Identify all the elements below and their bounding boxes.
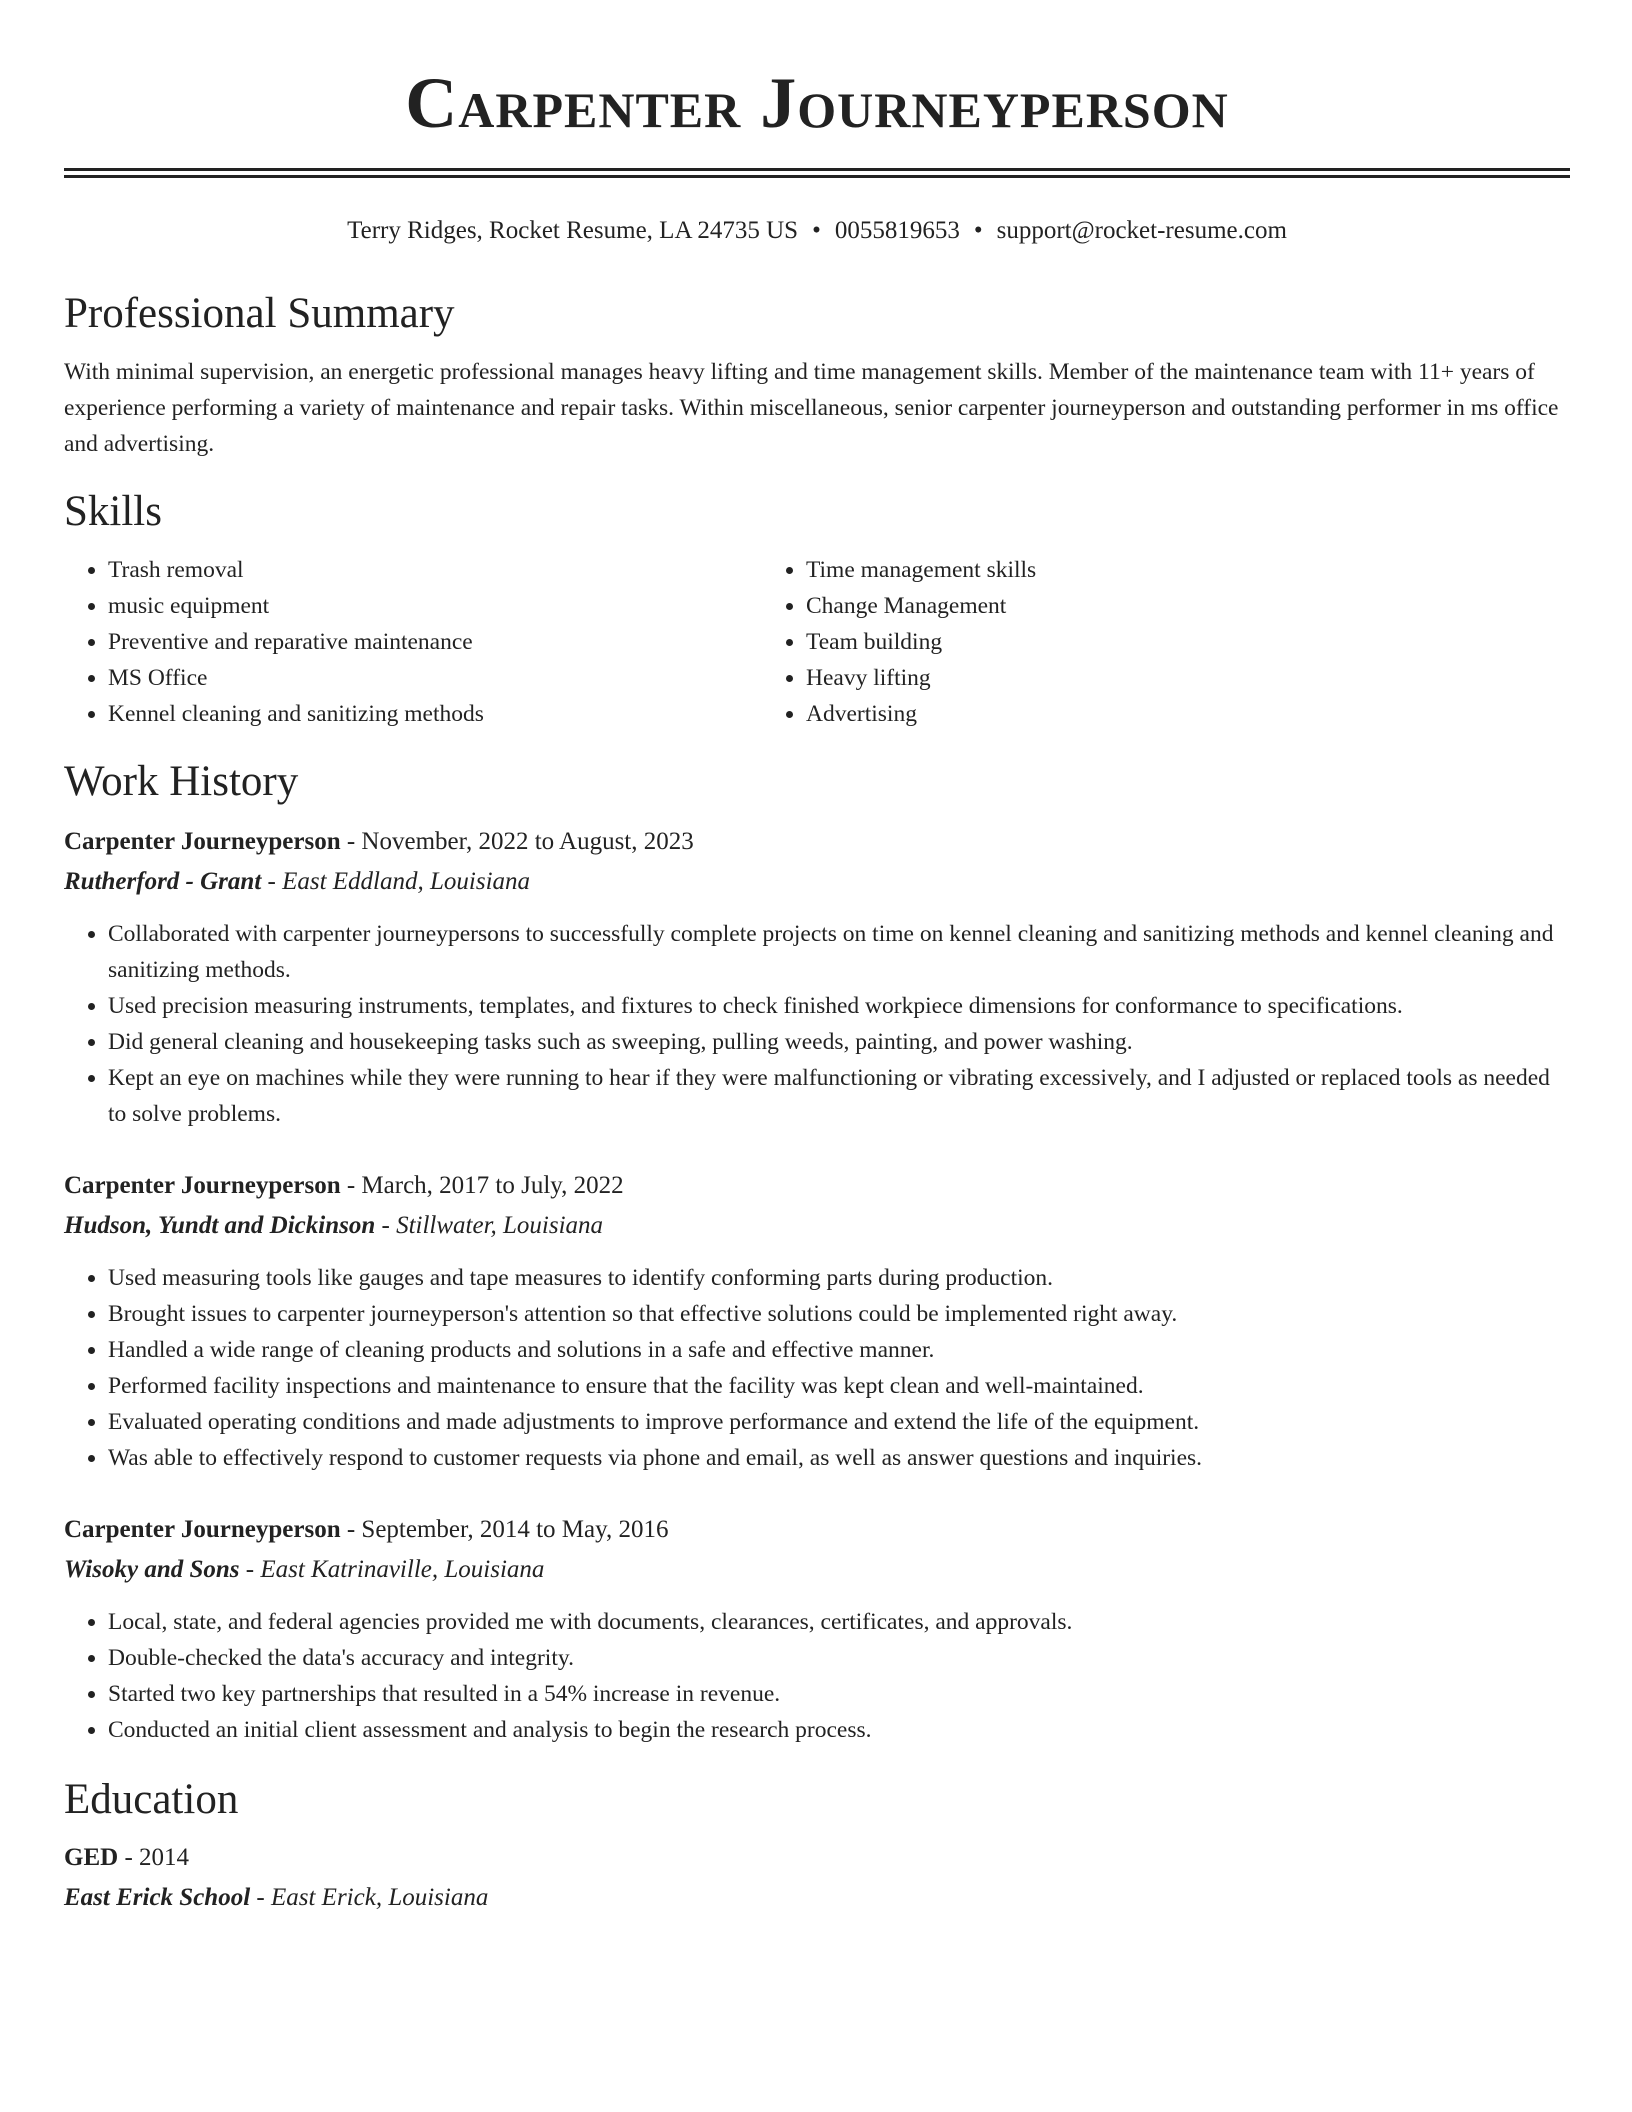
education-location: - East Erick, Louisiana bbox=[250, 1884, 489, 1911]
skills-right-column bbox=[762, 552, 1460, 732]
job-bullet: • Was able to effectively respond to customer requests via phone and email, as well as answer questions and inquiries. bbox=[108, 1440, 1570, 1476]
skill-item: • Change Management bbox=[806, 588, 1460, 624]
skill-item: • Time management skills bbox=[806, 552, 1460, 588]
job-company-line bbox=[64, 1208, 1570, 1244]
skill-item: • music equipment bbox=[108, 588, 762, 624]
skills-left-column bbox=[64, 552, 762, 732]
contact-email: support@rocket-resume.com bbox=[996, 217, 1287, 244]
skill-item: • Kennel cleaning and sanitizing methods bbox=[108, 696, 762, 732]
job-company: Wisoky and Sons bbox=[64, 1556, 240, 1583]
skill-item: • MS Office bbox=[108, 660, 762, 696]
skill-item: • Team building bbox=[806, 624, 1460, 660]
job-location: - Stillwater, Louisiana bbox=[375, 1212, 604, 1239]
education-degree: GED bbox=[64, 1844, 119, 1871]
job-role: Carpenter Journeyperson bbox=[64, 828, 341, 855]
skills-grid bbox=[64, 552, 1570, 732]
job-bullets bbox=[64, 1604, 1570, 1748]
work-history-heading: Work History bbox=[64, 758, 299, 805]
education-degree-line bbox=[64, 1840, 1570, 1876]
job-title-line bbox=[64, 1512, 1570, 1548]
education-heading: Education bbox=[64, 1776, 239, 1823]
job-bullet: • Conducted an initial client assessment and analysis to begin the research process. bbox=[108, 1712, 1570, 1748]
job-company-line bbox=[64, 1552, 1570, 1588]
summary-text: With minimal supervision, an energetic professional manages heavy lifting and time management skills. Member of the maintenance team with 11+ years of experience performing a variety of maintenance and repair tasks. Within miscellaneous, senior carpenter journeyperson and outstanding performer in ms office and advertising. bbox=[64, 359, 1559, 457]
skill-item: • Advertising bbox=[806, 696, 1460, 732]
skills-heading: Skills bbox=[64, 488, 162, 535]
job-entry bbox=[64, 1168, 1570, 1476]
job-dates: - November, 2022 to August, 2023 bbox=[340, 828, 694, 855]
contact-address: Terry Ridges, Rocket Resume, LA 24735 US bbox=[347, 217, 799, 244]
job-bullet: • Collaborated with carpenter journeypersons to successfully complete projects on time on kennel cleaning and sanitizing methods and kennel cleaning and sanitizing methods. bbox=[108, 916, 1570, 988]
job-bullet: • Local, state, and federal agencies provided me with documents, clearances, certificates, and approvals. bbox=[108, 1604, 1570, 1640]
job-company: Hudson, Yundt and Dickinson bbox=[64, 1212, 376, 1239]
job-location: - East Eddland, Louisiana bbox=[261, 868, 531, 895]
contact-separator: • bbox=[812, 217, 821, 244]
job-role: Carpenter Journeyperson bbox=[64, 1172, 341, 1199]
job-bullet: • Used measuring tools like gauges and tape measures to identify conforming parts during production. bbox=[108, 1260, 1570, 1296]
education-school-line bbox=[64, 1880, 1570, 1916]
job-bullet: • Used precision measuring instruments, templates, and fixtures to check finished workpiece dimensions for conformance to specifications. bbox=[108, 988, 1570, 1024]
education-year: - 2014 bbox=[118, 1844, 190, 1871]
header-double-rule bbox=[64, 168, 1570, 178]
job-dates: - March, 2017 to July, 2022 bbox=[340, 1172, 624, 1199]
contact-line bbox=[64, 214, 1570, 248]
job-bullets bbox=[64, 916, 1570, 1132]
job-bullet: • Brought issues to carpenter journeyperson's attention so that effective solutions could be implemented right away. bbox=[108, 1296, 1570, 1332]
job-dates: - September, 2014 to May, 2016 bbox=[340, 1516, 669, 1543]
job-bullet: • Did general cleaning and housekeeping tasks such as sweeping, pulling weeds, painting, and power washing. bbox=[108, 1024, 1570, 1060]
job-location: - East Katrinaville, Louisiana bbox=[239, 1556, 545, 1583]
skill-item: • Preventive and reparative maintenance bbox=[108, 624, 762, 660]
skill-item: • Heavy lifting bbox=[806, 660, 1460, 696]
resume-page bbox=[64, 0, 1570, 1916]
education-school: East Erick School bbox=[64, 1884, 251, 1911]
job-bullet: • Started two key partnerships that resulted in a 54% increase in revenue. bbox=[108, 1676, 1570, 1712]
job-bullet: • Performed facility inspections and maintenance to ensure that the facility was kept clean and well-maintained. bbox=[108, 1368, 1570, 1404]
job-bullet: • Handled a wide range of cleaning products and solutions in a safe and effective manner. bbox=[108, 1332, 1570, 1368]
job-title-line bbox=[64, 1168, 1570, 1204]
contact-phone: 0055819653 bbox=[834, 217, 960, 244]
job-entry bbox=[64, 824, 1570, 1132]
job-entry bbox=[64, 1512, 1570, 1748]
job-bullets bbox=[64, 1260, 1570, 1476]
education-entry bbox=[64, 1840, 1570, 1916]
summary-heading: Professional Summary bbox=[64, 290, 455, 337]
job-title-line bbox=[64, 824, 1570, 860]
job-bullet: • Kept an eye on machines while they were running to hear if they were malfunctioning or vibrating excessively, and I adjusted or replaced tools as needed to solve problems. bbox=[108, 1060, 1570, 1132]
job-bullet: • Evaluated operating conditions and made adjustments to improve performance and extend the life of the equipment. bbox=[108, 1404, 1570, 1440]
job-company: Rutherford - Grant bbox=[64, 868, 262, 895]
resume-name: Carpenter Journeyperson bbox=[405, 63, 1229, 143]
skill-item: • Trash removal bbox=[108, 552, 762, 588]
job-bullet: • Double-checked the data's accuracy and integrity. bbox=[108, 1640, 1570, 1676]
contact-separator: • bbox=[973, 217, 983, 244]
job-role: Carpenter Journeyperson bbox=[64, 1516, 341, 1543]
job-company-line bbox=[64, 864, 1570, 900]
